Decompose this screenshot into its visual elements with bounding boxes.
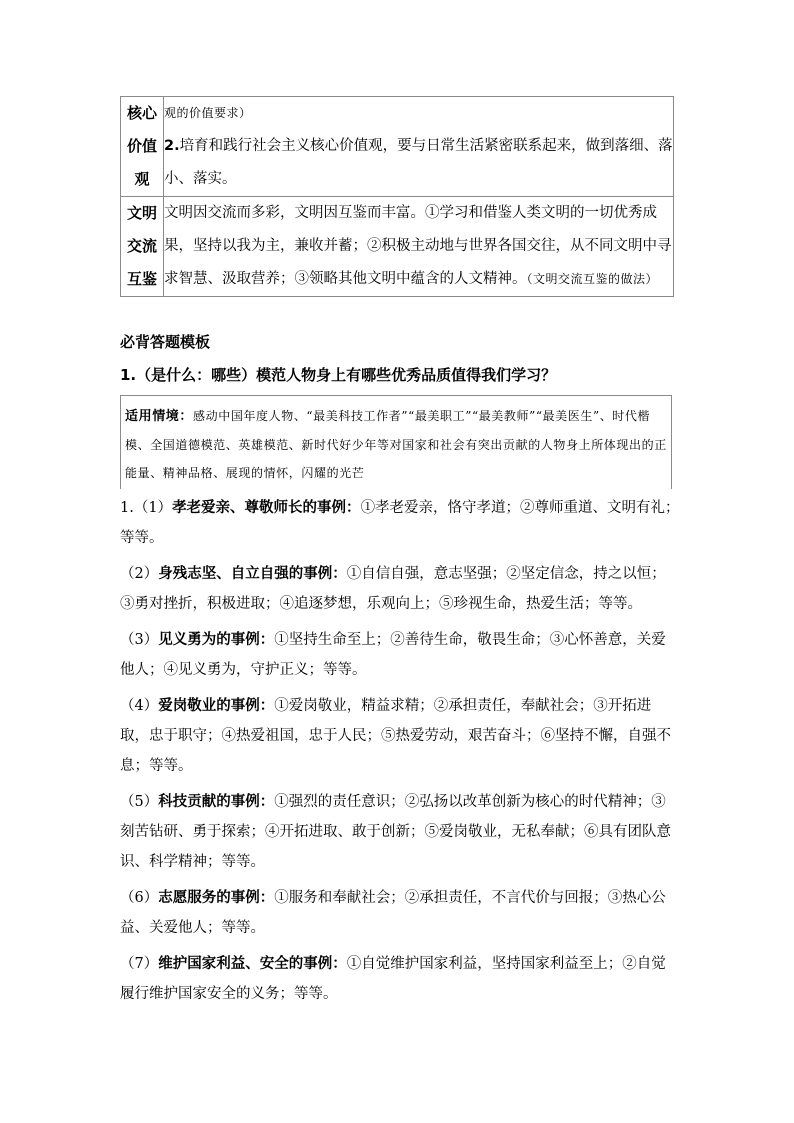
item-key: 科技贡献的事例： [158,794,275,810]
list-item [120,949,680,1009]
item-prefix: （2） [120,566,159,582]
item-prefix: （5） [120,794,159,810]
row-key-core-values: 核心价值观 [121,97,164,197]
scenario-label: 适用情境： [125,409,194,424]
list-item [120,787,680,877]
item-prefix: 1.（1） [120,500,173,516]
row-text: 文明因交流而多彩，文明因互鉴而丰富。①学习和借鉴人类文明的一切优秀成果，坚持以我为主，兼收并蓄；②积极主动地与世界各国交往，从不同文明中寻求智慧、汲取营养；③领略其他文明中蕴含的人文精神。 [164,205,672,287]
knowledge-table [120,96,674,297]
item-text: ①强烈的责任意识；②弘扬以改革创新为核心的时代精神；③刻苦钻研、勇于探索；④开拓进取、敢于创新；⑤爱岗敬业，无私奉献；⑥具有团队意识、科学精神；等等。 [120,794,671,870]
row-content-civilization-exchange [164,197,674,297]
item-key: 志愿服务的事例： [158,890,275,906]
item-key: 见义勇为的事例： [158,632,275,648]
list-item [120,883,680,943]
item-key: 孝老爱亲、尊敬师长的事例： [172,500,361,516]
scenario-text: 感动中国年度人物、“最美科技工作者”“最美职工”“最美教师”“最美医生”、时代楷模、全国道德模范、英雄模范、新时代好少年等对国家和社会有突出贡献的人物身上所体现出的正能量、精神品格、展现的情怀，闪耀的光芒 [125,409,667,480]
row-note-continued: 观的价值要求） [164,106,252,120]
point-number: 2. [164,138,180,154]
item-key: 维护国家利益、安全的事例： [158,956,347,972]
item-text: ①爱岗敬业，精益求精；②承担责任，奉献社会；③开拓进取，忠于职守；④热爱祖国，忠于人民；⑤热爱劳动，艰苦奋斗；⑥坚持不懈，自强不息；等等。 [120,698,671,774]
section-title: 必背答题模板 [120,333,211,351]
scenario-box [120,395,672,489]
item-prefix: （4） [120,698,159,714]
item-prefix: （7） [120,956,159,972]
question-title: 1.（是什么：哪些）模范人物身上有哪些优秀品质值得我们学习？ [120,366,557,384]
row-content-core-values [164,97,674,197]
item-key: 身残志坚、自立自强的事例： [158,566,347,582]
item-text: ①自信自强，意志坚强；②坚定信念，持之以恒；③勇对挫折，积极进取；④追逐梦想，乐观向上；⑤珍视生命，热爱生活；等等。 [120,566,666,612]
row-note: （文明交流互鉴的做法） [526,272,659,286]
list-item [120,691,680,781]
item-text: ①坚持生命至上；②善待生命，敬畏生命；③心怀善意，关爱他人；④见义勇为，守护正义；等等。 [120,632,666,678]
list-item [120,493,680,553]
item-prefix: （3） [120,632,159,648]
item-key: 爱岗敬业的事例： [158,698,275,714]
table-row [121,97,674,197]
list-item [120,559,680,619]
item-text: ①孝老爱亲，恪守孝道；②尊师重道、文明有礼；等等。 [120,500,680,546]
item-prefix: （6） [120,890,159,906]
item-text: ①自觉维护国家利益，坚持国家利益至上；②自觉履行维护国家安全的义务；等等。 [120,956,666,1002]
table-row [121,197,674,297]
list-item [120,625,680,685]
point-text: 培育和践行社会主义核心价值观，要与日常生活紧密联系起来，做到落细、落小、落实。 [164,138,673,187]
row-key-civilization-exchange: 文明交流互鉴 [121,197,164,297]
answer-list [120,493,680,1015]
item-text: ①服务和奉献社会；②承担责任，不言代价与回报；③热心公益、关爱他人；等等。 [120,890,666,936]
